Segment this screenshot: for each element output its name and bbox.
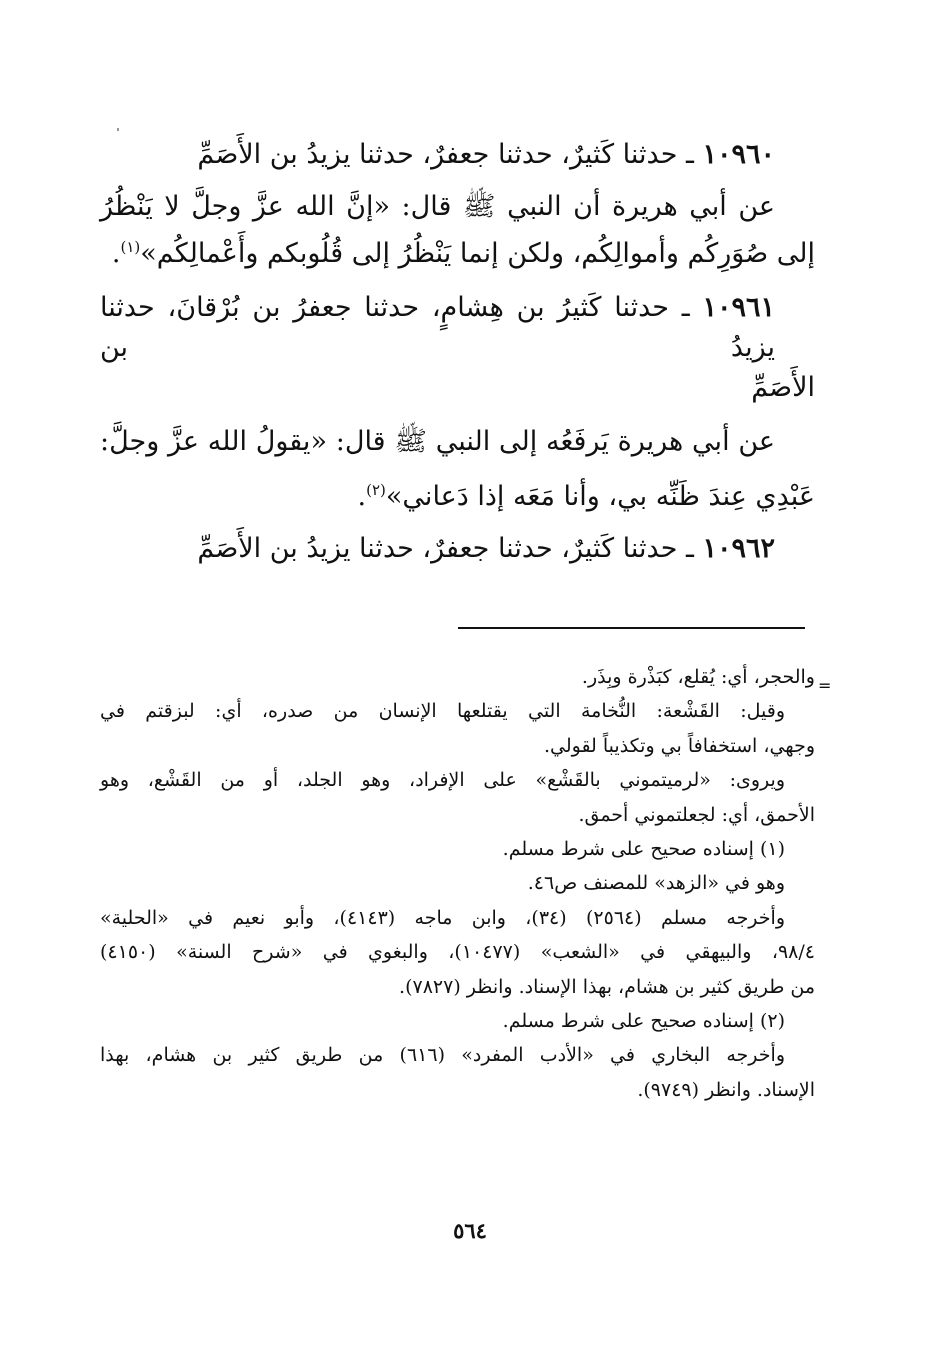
hadith-10961-isnad-line-2: الأَصَمِّ (751, 372, 815, 403)
footnote-line: وقيل: القَشْعة: النُّخامة التي يقتلعها الإنسان من صدره، أي: لبزقتم في (100, 700, 785, 723)
page-number: ٥٦٤ (453, 1218, 487, 1243)
footnote-line: والحجر، أي: يُقلع، كبَذْرة وبِذَر. (581, 666, 815, 688)
isnad-text: ـ حدثنا كَثيرُ بن هِشامٍ، حدثنا جعفرُ بن بُرْقانَ، حدثنا يزيدُ بن (100, 292, 775, 363)
footnote-line: من طريق كثير بن هشام، بهذا الإسناد. وانظر (٧٨٢٧). (399, 975, 815, 998)
footnote-divider (458, 627, 805, 629)
footnote-line: وأخرجه البخاري في «الأدب المفرد» (٦١٦) من طريق كثير بن هشام، بهذا (100, 1044, 785, 1067)
margin-dot (117, 128, 119, 131)
isnad-text: ـ حدثنا كَثيرٌ، حدثنا جعفرٌ، حدثنا يزيدُ بن الأَصَمِّ (197, 139, 694, 170)
footnotes (100, 660, 815, 1107)
footnote-line: (٢) إسناده صحيح على شرط مسلم. (502, 1010, 785, 1033)
hadith-number: ١٠٩٦١ (702, 292, 775, 323)
hadith-10961-isnad-line-1 (100, 288, 815, 368)
footnote-ref: (١) (120, 238, 141, 256)
matn-text: إلى صُوَرِكُم وأموالِكُم، ولكن إنما يَنْظُرُ إلى قُلُوبكم وأَعْمالِكُم» (140, 238, 815, 269)
matn-text: عَبْدِي عِندَ ظَنِّه بي، وأنا مَعَه إذا دَعاني» (385, 481, 815, 512)
footnote-line: (١) إسناده صحيح على شرط مسلم. (502, 838, 785, 861)
footnote-line: وأخرجه مسلم (٢٥٦٤) (٣٤)، وابن ماجه (٤١٤٣)، وأبو نعيم في «الحلية» (100, 906, 785, 929)
hadith-number: ١٠٩٦٠ (702, 139, 775, 170)
hadith-10960-matn-line-2: إلى صُوَرِكُم وأموالِكُم، ولكن إنما يَنْظُرُ إلى قُلُوبكم وأَعْمالِكُم»$^{(١)}$. (111, 238, 815, 269)
hadith-10960-matn-line-1: عن أبي هريرة أن النبي ﷺ قال: «إنَّ الله عزَّ وجلَّ لا يَنْظُرُ (100, 191, 775, 222)
footnote-line: الأحمق، أي: لجعلتموني أحمق. (578, 803, 815, 826)
footnote-line: وهو في «الزهد» للمصنف ص٤٦. (527, 872, 785, 895)
main-text (100, 135, 815, 569)
footnote-line: وجهي، استخفافاً بي وتكذيباً لقولي. (543, 734, 815, 757)
hadith-number: ١٠٩٦٢ (702, 533, 775, 564)
hadith-10960-isnad (100, 135, 815, 175)
footnote-line: الإسناد. وانظر (٩٧٤٩). (637, 1078, 815, 1101)
footnote-ref: (٢) (366, 481, 386, 499)
isnad-text: ـ حدثنا كَثيرٌ، حدثنا جعفرٌ، حدثنا يزيدُ بن الأَصَمِّ (197, 533, 694, 564)
continuation-mark: = (818, 676, 832, 695)
footnote-line: ويروى: «لرميتموني بالقَشْع» على الإفراد، وهو الجلد، أو من القَشْع، وهو (100, 769, 785, 792)
footnote-line: ٩٨/٤، والبيهقي في «الشعب» (١٠٤٧٧)، والبغوي في «شرح السنة» (٤١٥٠) (100, 941, 815, 964)
hadith-10962-isnad (100, 529, 815, 569)
hadith-10961-matn-line-1: عن أبي هريرة يَرفَعُه إلى النبي ﷺ قال: «يقولُ الله عزَّ وجلَّ: (100, 426, 775, 457)
hadith-10961-matn-line-2: عَبْدِي عِندَ ظَنِّه بي، وأنا مَعَه إذا دَعاني»$^{(٢)}$. (357, 481, 815, 512)
